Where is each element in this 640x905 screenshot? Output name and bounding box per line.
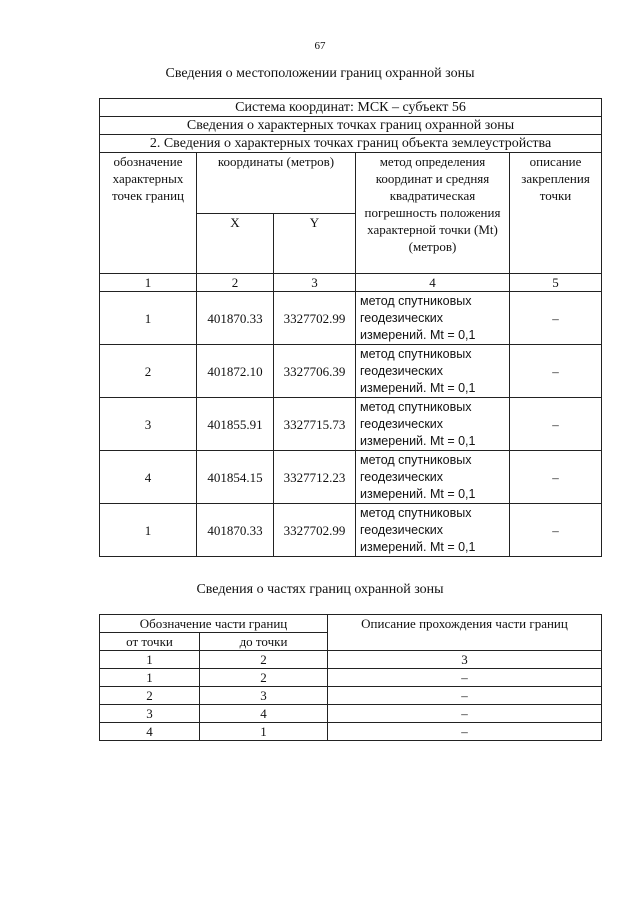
sub-header-cell: 2. Сведения о характерных точках границ объекта землеустройства: [100, 135, 602, 153]
section-title-location: Сведения о местоположении границ охранной зоны: [165, 66, 475, 81]
point-cell: 1: [100, 504, 197, 557]
x-cell: 401870.33: [197, 292, 274, 345]
point-cell: 3: [100, 398, 197, 451]
part-description-cell: –: [328, 723, 602, 741]
part-description-cell: –: [328, 687, 602, 705]
to-cell: 1: [200, 723, 328, 741]
from-cell: 1: [100, 669, 200, 687]
description-cell: –: [510, 398, 602, 451]
points-header-cell: Сведения о характерных точках границ охранной зоны: [100, 117, 602, 135]
y-cell: 3327702.99: [274, 292, 356, 345]
table-row: [100, 451, 602, 504]
coordinates-header: координаты (метров): [197, 153, 356, 214]
method-header: метод определения координат и средняя квадратическая погрешность положения характерной точки (Mt) (метров): [356, 153, 510, 274]
point-cell: 4: [100, 451, 197, 504]
part-description-header: Описание прохождения части границ: [328, 615, 602, 651]
table-row: [100, 705, 602, 723]
column-number: 2: [200, 651, 328, 669]
method-cell: метод спутниковых геодезических измерений. Mt = 0,1: [356, 451, 510, 504]
page-number: 67: [314, 40, 326, 52]
description-header: описание закрепления точки: [510, 153, 602, 274]
column-number: 1: [100, 274, 197, 292]
table-row: [100, 504, 602, 557]
from-point-header: от точки: [100, 633, 200, 651]
y-cell: 3327706.39: [274, 345, 356, 398]
designation-header: обозначение характерных точек границ: [100, 153, 197, 274]
column-number: 3: [328, 651, 602, 669]
y-cell: 3327712.23: [274, 451, 356, 504]
description-cell: –: [510, 292, 602, 345]
from-cell: 4: [100, 723, 200, 741]
point-cell: 2: [100, 345, 197, 398]
table-row: [100, 398, 602, 451]
description-cell: –: [510, 345, 602, 398]
part-designation-header: Обозначение части границ: [100, 615, 328, 633]
part-description-cell: –: [328, 669, 602, 687]
part-description-cell: –: [328, 705, 602, 723]
table-row: [100, 723, 602, 741]
y-cell: 3327702.99: [274, 504, 356, 557]
boundary-points-table: [99, 98, 602, 557]
method-cell: метод спутниковых геодезических измерений. Mt = 0,1: [356, 345, 510, 398]
table-row: [100, 345, 602, 398]
table-row: [100, 669, 602, 687]
x-cell: 401854.15: [197, 451, 274, 504]
coordinate-system-cell: Система координат: МСК – субъект 56: [100, 99, 602, 117]
x-cell: 401855.91: [197, 398, 274, 451]
x-header: X: [197, 213, 274, 274]
table-row: [100, 687, 602, 705]
table-row: [100, 292, 602, 345]
from-cell: 3: [100, 705, 200, 723]
x-cell: 401872.10: [197, 345, 274, 398]
to-cell: 4: [200, 705, 328, 723]
from-cell: 2: [100, 687, 200, 705]
to-point-header: до точки: [200, 633, 328, 651]
to-cell: 3: [200, 687, 328, 705]
column-number: 1: [100, 651, 200, 669]
y-header: Y: [274, 213, 356, 274]
method-cell: метод спутниковых геодезических измерений. Mt = 0,1: [356, 504, 510, 557]
boundary-parts-table: [99, 614, 602, 741]
description-cell: –: [510, 451, 602, 504]
x-cell: 401870.33: [197, 504, 274, 557]
column-number: 3: [274, 274, 356, 292]
column-number: 4: [356, 274, 510, 292]
column-number: 2: [197, 274, 274, 292]
method-cell: метод спутниковых геодезических измерений. Mt = 0,1: [356, 398, 510, 451]
method-cell: метод спутниковых геодезических измерений. Mt = 0,1: [356, 292, 510, 345]
y-cell: 3327715.73: [274, 398, 356, 451]
section-title-parts: Сведения о частях границ охранной зоны: [196, 582, 444, 597]
point-cell: 1: [100, 292, 197, 345]
to-cell: 2: [200, 669, 328, 687]
description-cell: –: [510, 504, 602, 557]
column-number: 5: [510, 274, 602, 292]
